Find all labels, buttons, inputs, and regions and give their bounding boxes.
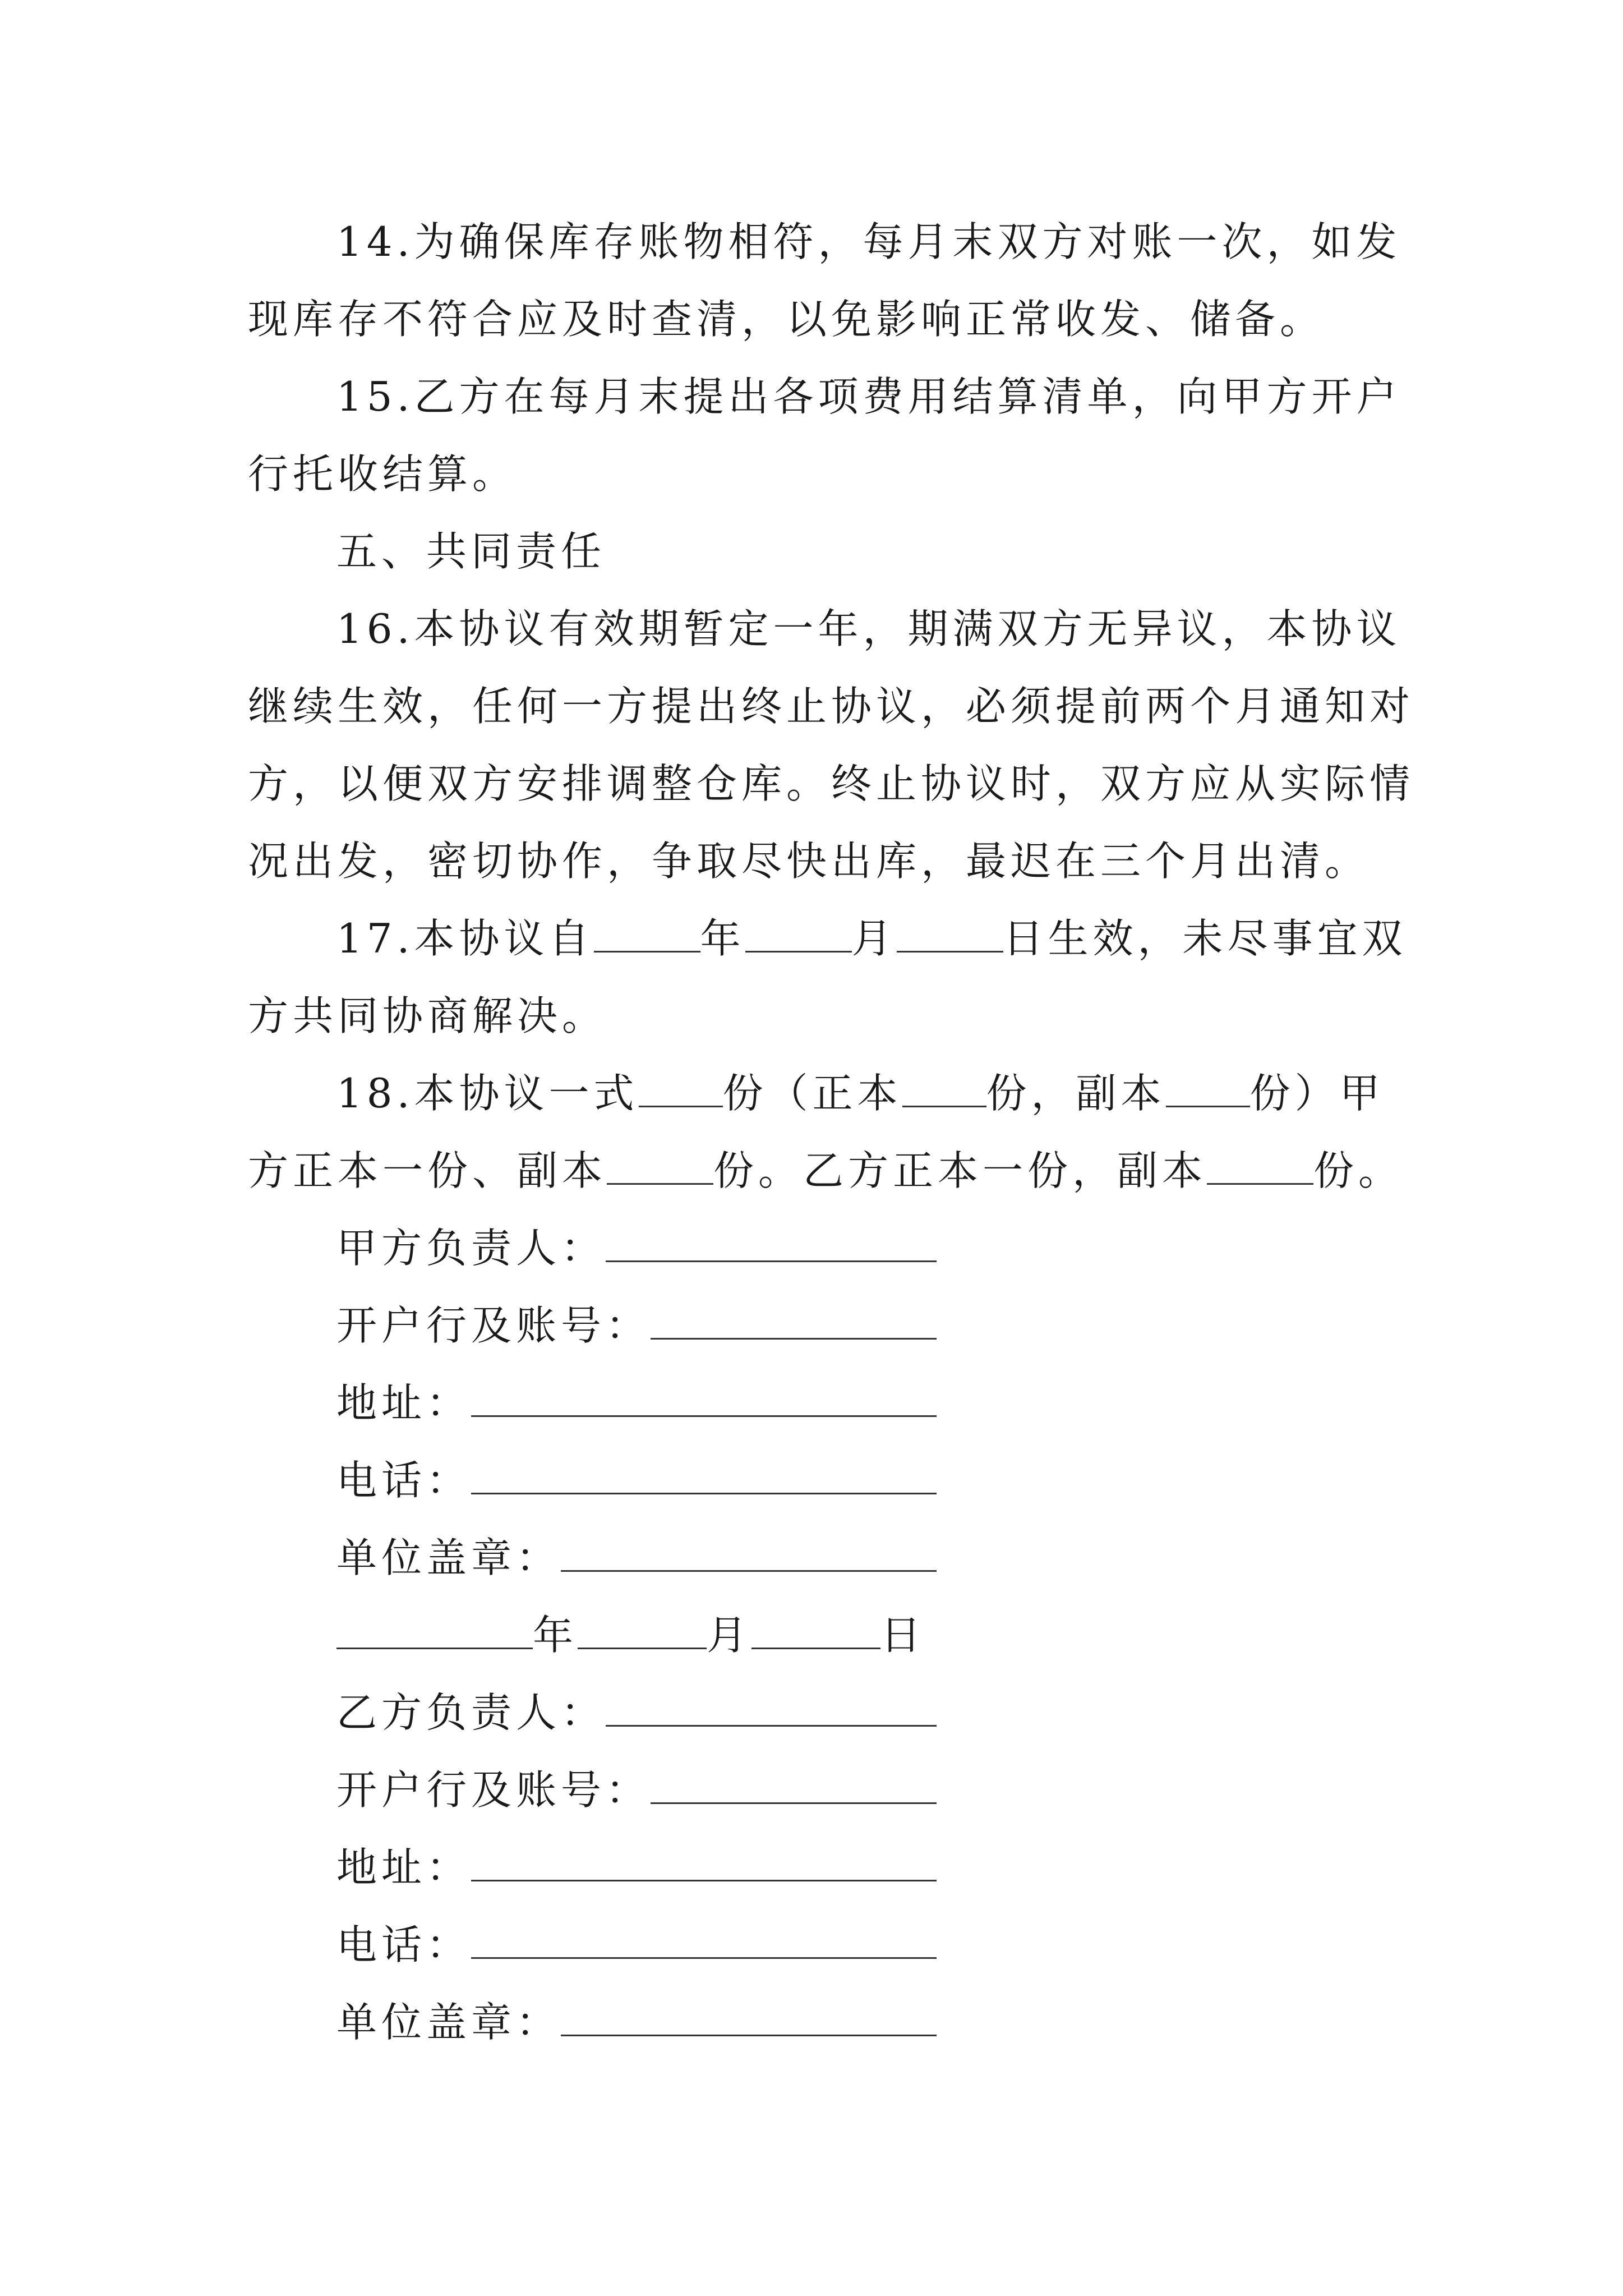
paragraph-14-line-2: 现库存不符合应及时查清，以免影响正常收发、储备。 <box>248 296 1325 343</box>
party-a-duplicate-blank[interactable] <box>607 1146 713 1185</box>
date-row <box>336 1610 925 1660</box>
date-year-label: 年 <box>533 1612 578 1659</box>
party-b-seal-label: 单位盖章： <box>336 1999 561 2046</box>
paragraph-15-line-1: 15.乙方在每月末提出各项费用结算清单，向甲方开户 <box>336 373 1401 420</box>
paragraph-18-text-a: 18.本协议一式 <box>336 1070 639 1117</box>
party-a-phone-label: 电话： <box>336 1457 472 1504</box>
paragraph-18-line2-text-a: 方正本一份、副本 <box>248 1147 607 1194</box>
party-b-phone-row <box>336 1920 937 1970</box>
paragraph-18-text-b: 份（正本 <box>722 1070 902 1117</box>
effective-year-blank[interactable] <box>594 914 700 953</box>
party-a-address-label: 地址： <box>336 1379 472 1427</box>
party-b-responsible-label: 乙方负责人： <box>336 1689 606 1736</box>
party-b-duplicate-blank[interactable] <box>1207 1146 1313 1185</box>
party-b-seal-field[interactable] <box>561 1998 937 2036</box>
copies-total-blank[interactable] <box>639 1069 723 1107</box>
paragraph-17-text-a: 17.本协议自 <box>336 915 594 962</box>
date-month-label: 月 <box>707 1612 752 1659</box>
paragraph-18-line2-text-c: 份。 <box>1313 1147 1404 1194</box>
date-month-blank[interactable] <box>578 1611 707 1649</box>
paragraph-17-text-d: 日生效，未尽事宜双 <box>1003 915 1407 962</box>
party-a-bank-row <box>336 1300 937 1351</box>
paragraph-17-text-c: 月 <box>851 915 897 962</box>
effective-day-blank[interactable] <box>897 914 1003 953</box>
party-b-address-field[interactable] <box>471 1843 937 1881</box>
paragraph-18-line2-text-b: 份。乙方正本一份，副本 <box>713 1147 1207 1194</box>
party-a-seal-row <box>336 1533 937 1583</box>
duplicate-copies-blank[interactable] <box>1166 1069 1250 1107</box>
paragraph-18-line-2 <box>248 1145 1403 1196</box>
original-copies-blank[interactable] <box>902 1069 986 1107</box>
paragraph-18-text-c: 份，副本 <box>986 1070 1166 1117</box>
party-b-address-row <box>336 1842 937 1893</box>
party-a-address-field[interactable] <box>471 1378 937 1417</box>
party-a-bank-label: 开户行及账号： <box>336 1302 651 1349</box>
party-a-phone-row <box>336 1455 937 1506</box>
party-a-address-row <box>336 1378 937 1428</box>
party-a-responsible-label: 甲方负责人： <box>336 1225 606 1272</box>
paragraph-16-line-2: 继续生效，任何一方提出终止协议，必须提前两个月通知对 <box>248 683 1415 730</box>
paragraph-17-line-1 <box>336 913 1407 964</box>
party-a-phone-field[interactable] <box>471 1456 937 1494</box>
party-b-responsible-row <box>336 1687 937 1738</box>
party-b-phone-field[interactable] <box>471 1920 937 1959</box>
paragraph-18-line-1 <box>336 1068 1385 1119</box>
party-b-seal-row <box>336 1997 937 2047</box>
paragraph-16-line-4: 况出发，密切协作，争取尽快出库，最迟在三个月出清。 <box>248 838 1370 885</box>
date-day-label: 日 <box>880 1612 926 1659</box>
effective-month-blank[interactable] <box>745 914 852 953</box>
section-heading-5: 五、共同责任 <box>336 528 606 575</box>
party-a-bank-field[interactable] <box>651 1301 937 1340</box>
party-a-seal-field[interactable] <box>561 1533 937 1572</box>
party-b-address-label: 地址： <box>336 1844 472 1891</box>
paragraph-16-line-1: 16.本协议有效期暂定一年，期满双方无异议，本协议 <box>336 605 1401 652</box>
paragraph-14-line-1: 14.为确保库存账物相符，每月末双方对账一次，如发 <box>336 218 1401 265</box>
date-year-blank[interactable] <box>336 1611 533 1649</box>
paragraph-15-line-2: 行托收结算。 <box>248 450 518 498</box>
party-b-bank-row <box>336 1765 937 1815</box>
paragraph-17-text-b: 年 <box>700 915 745 962</box>
party-a-responsible-field[interactable] <box>606 1223 937 1262</box>
party-b-responsible-field[interactable] <box>606 1688 937 1727</box>
date-day-blank[interactable] <box>751 1611 880 1649</box>
party-a-seal-label: 单位盖章： <box>336 1534 561 1581</box>
paragraph-17-line-2: 方共同协商解决。 <box>248 992 607 1039</box>
party-a-responsible-row <box>336 1223 937 1273</box>
paragraph-16-line-3: 方，以便双方安排调整仓库。终止协议时，双方应从实际情 <box>248 760 1415 807</box>
party-b-phone-label: 电话： <box>336 1921 472 1968</box>
paragraph-18-text-d: 份）甲 <box>1249 1070 1385 1117</box>
party-b-bank-field[interactable] <box>651 1765 937 1804</box>
party-b-bank-label: 开户行及账号： <box>336 1766 651 1814</box>
